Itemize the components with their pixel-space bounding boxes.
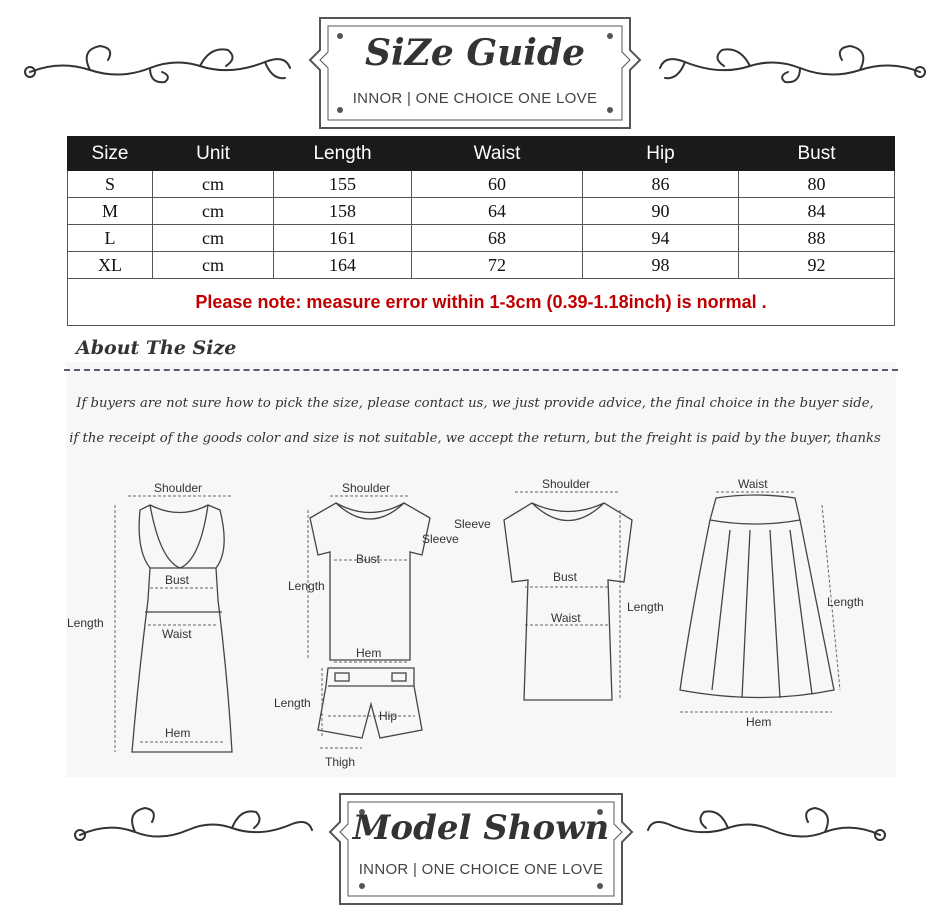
set-bust-label: Bust (356, 552, 381, 566)
dress-length-label: Length (67, 616, 104, 630)
skirt-length-label: Length (827, 595, 864, 609)
table-row (68, 225, 895, 252)
model-shown-title: Model Shown (352, 808, 610, 848)
table-cell: 155 (274, 171, 412, 198)
top-waist-label: Waist (551, 611, 581, 625)
top-diagram (504, 503, 632, 700)
column-header-length: Length (274, 137, 412, 171)
table-cell: XL (68, 252, 153, 279)
set-thigh-label: Thigh (325, 755, 356, 769)
column-header-unit: Unit (153, 137, 274, 171)
footer-subtitle: INNOR | ONE CHOICE ONE LOVE (358, 861, 604, 878)
table-cell: 64 (412, 198, 583, 225)
size-table (67, 136, 895, 326)
set-hem-label: Hem (356, 646, 382, 660)
top-shoulder-label: Shoulder (542, 477, 591, 491)
table-cell: 88 (739, 225, 895, 252)
column-header-bust: Bust (739, 137, 895, 171)
instruction-line-2: if the receipt of the goods color and size is not suitable, we accept the return, but the freight is paid by the buyer, thanks (69, 431, 881, 446)
measure-error-note: Please note: measure error within 1-3cm (0.39-1.18inch) is normal . (68, 279, 895, 326)
table-cell: 98 (583, 252, 739, 279)
table-cell: 80 (739, 171, 895, 198)
table-cell: 90 (583, 198, 739, 225)
table-cell: 94 (583, 225, 739, 252)
dress-hem-label: Hem (165, 726, 191, 740)
table-cell: M (68, 198, 153, 225)
table-header-row (68, 137, 895, 171)
shorts-diagram (318, 668, 422, 738)
table-cell: 84 (739, 198, 895, 225)
table-cell: 164 (274, 252, 412, 279)
footer-right-flourish-ornament (648, 808, 885, 840)
note-row (68, 279, 895, 326)
table-cell: 158 (274, 198, 412, 225)
right-flourish-ornament (660, 46, 925, 82)
dress-shoulder-label: Shoulder (154, 481, 203, 495)
table-cell: L (68, 225, 153, 252)
table-cell: S (68, 171, 153, 198)
table-cell: 68 (412, 225, 583, 252)
top-bust-label: Bust (553, 570, 578, 584)
dashed-divider (64, 369, 898, 371)
column-header-size: Size (68, 137, 153, 171)
table-cell: 92 (739, 252, 895, 279)
table-row (68, 171, 895, 198)
table-cell: 60 (412, 171, 583, 198)
table-cell: cm (153, 252, 274, 279)
header-subtitle: INNOR | ONE CHOICE ONE LOVE (352, 90, 598, 107)
table-row (68, 252, 895, 279)
set-sleeve-label: Sleeve (422, 532, 459, 546)
footer-left-flourish-ornament (75, 808, 312, 840)
set-shoulder-label: Shoulder (342, 481, 391, 495)
dress-bust-label: Bust (165, 573, 190, 587)
table-cell: cm (153, 198, 274, 225)
column-header-waist: Waist (412, 137, 583, 171)
table-cell: 86 (583, 171, 739, 198)
instruction-line-1: If buyers are not sure how to pick the size, please contact us, we just provide advice, the final choice in the buyer side, (76, 396, 874, 411)
skirt-waist-label: Waist (738, 477, 768, 491)
table-cell: 161 (274, 225, 412, 252)
skirt-hem-label: Hem (746, 715, 772, 729)
top-sleeve-label: Sleeve (454, 517, 491, 531)
table-row (68, 198, 895, 225)
size-guide-title: SiZe Guide (364, 32, 586, 74)
table-cell: 72 (412, 252, 583, 279)
skirt-diagram (680, 495, 834, 698)
tshirt-diagram (310, 503, 430, 660)
set-top-length-label: Length (288, 579, 325, 593)
left-flourish-ornament (25, 46, 290, 82)
column-header-hip: Hip (583, 137, 739, 171)
top-length-label: Length (627, 600, 664, 614)
table-cell: cm (153, 225, 274, 252)
dress-waist-label: Waist (162, 627, 192, 641)
table-cell: cm (153, 171, 274, 198)
set-shorts-length-label: Length (274, 696, 311, 710)
about-size-title: About The Size (76, 337, 237, 359)
set-hip-label: Hip (379, 709, 398, 723)
